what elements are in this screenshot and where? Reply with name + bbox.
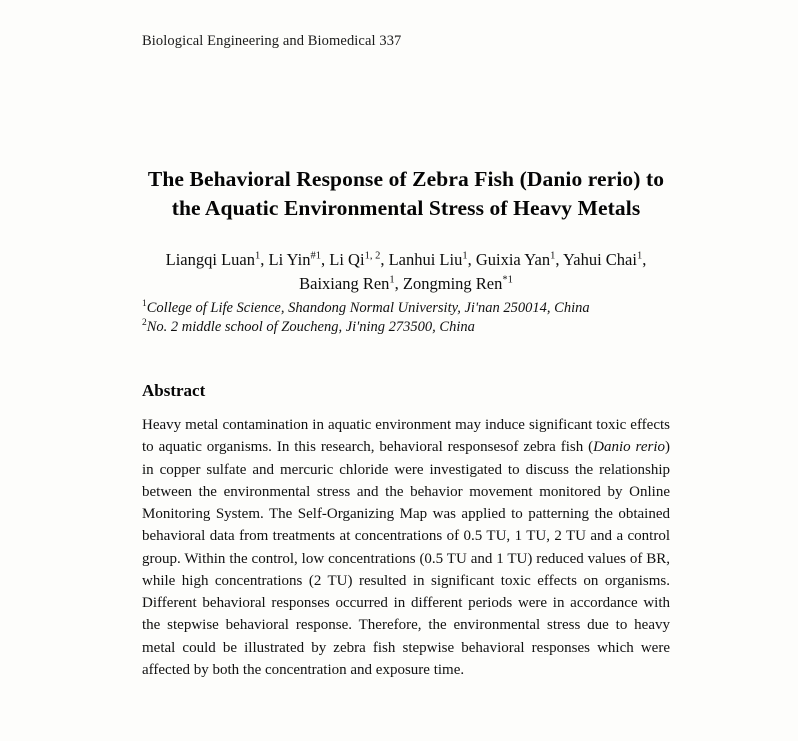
author-name: , Guixia Yan [467, 250, 551, 270]
author-name: , Li Yin [260, 250, 311, 270]
author-name: , Lanhui Liu [380, 250, 463, 270]
abstract-species-name: Danio rerio [593, 439, 665, 456]
author-affiliation-marker: #1 [310, 250, 322, 262]
abstract-text-part2: ) in copper sulfate and mercuric chloride were investigated to discuss the relationship between the environmental stress and the behavior movement monitored by Online Monitoring System. The Self-Organizing Map was applied to patterning the obtained behavioral data from treatments at concentrations of 0.5 TU, 1 TU, 2 TU and a control group. Within the control, low concentrations (0.5 TU and 1 TU) reduced values of BR, while high concentrations (2 TU) resulted in significant toxic effects on organisms. Different behavioral responses occurred in different periods were in accordance with the stepwise behavioral response. Therefore, the environmental stress due to heavy metal could be illustrated by zebra fish stepwise behavioral responses which were affected by both the concentration and exposure time. [142, 439, 670, 678]
author-list [142, 248, 670, 295]
affiliation-text: No. 2 middle school of Zoucheng, Ji'ning 273500, China [146, 319, 475, 336]
author-name: Liangqi Luan [165, 250, 255, 270]
author-affiliation-marker: 1 [462, 250, 468, 262]
author-name: , Zongming Ren [394, 273, 503, 293]
author-affiliation-marker: 1 [550, 250, 556, 262]
author-name: Chai [605, 250, 637, 270]
affiliation-marker: 2 [142, 318, 147, 329]
abstract-body [142, 414, 670, 681]
author-name: , Baixiang Ren [299, 250, 647, 293]
author-affiliation-marker: 1 [255, 250, 261, 262]
running-head: Biological Engineering and Biomedical 337 [142, 33, 402, 49]
page-content [142, 0, 670, 681]
affiliation-item [142, 299, 670, 318]
affiliation-text: College of Life Science, Shandong Normal University, Ji'nan 250014, China [146, 300, 590, 317]
abstract-heading: Abstract [142, 381, 206, 400]
affiliation-marker: 1 [142, 299, 147, 310]
author-corresponding-marker: *1 [502, 274, 513, 286]
affiliation-list [142, 299, 670, 337]
affiliation-item [142, 318, 670, 337]
author-name: , Li Qi [321, 250, 365, 270]
author-name: , Yahui [555, 250, 602, 270]
page-title: The Behavioral Response of Zebra Fish (Danio rerio) to the Aquatic Environmental Stress of Heavy Metals [147, 167, 665, 220]
author-affiliation-marker: 1 [389, 274, 395, 286]
author-affiliation-marker: 1 [636, 250, 643, 262]
author-affiliation-marker: 1, 2 [364, 250, 381, 262]
abstract-text-part1: Heavy metal contamination in aquatic environment may induce significant toxic effects to aquatic organisms. In this research, behavioral responsesof zebra fish ( [142, 417, 670, 456]
